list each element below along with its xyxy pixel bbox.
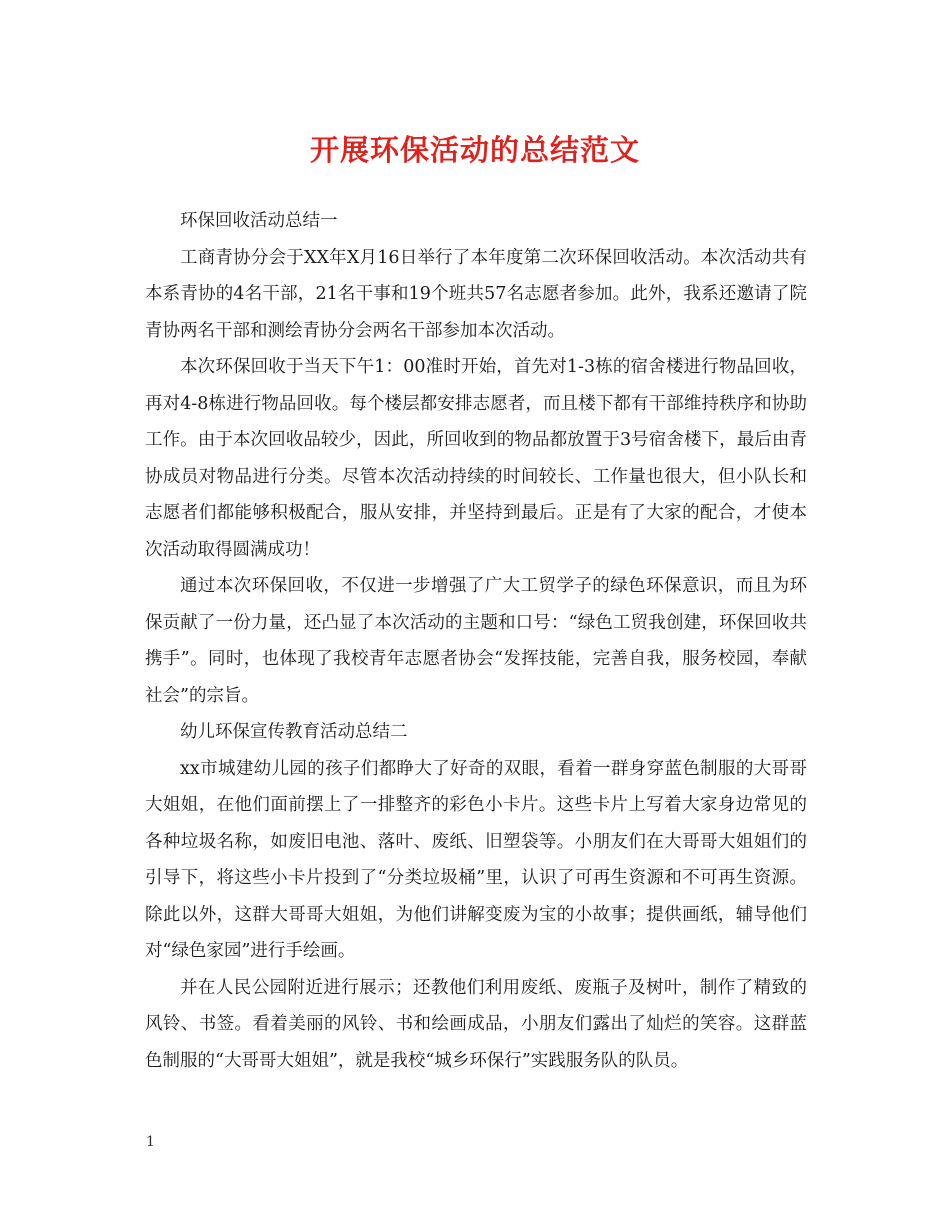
- paragraph: 工商青协分会于XX年X月16日举行了本年度第二次环保回收活动。本次活动共有本系青协的4名干部，21名干事和19个班共57名志愿者参加。此外，我系还邀请了院青协两名干部和测绘青协分会两名干部参加本次活动。: [145, 247, 807, 341]
- paragraph: 通过本次环保回收，不仅进一步增强了广大工贸学子的绿色环保意识，而且为环保贡献了一份力量，还凸显了本次活动的主题和口号：“绿色工贸我创建，环保回收共携手”。同时，也体现了我校青年志愿者协会“发挥技能，完善自我，服务校园，奉献社会”的宗旨。: [145, 576, 807, 706]
- section-heading-1: 环保回收活动总结一: [180, 211, 338, 231]
- paragraph: 本次环保回收于当天下午1：00准时开始，首先对1-3栋的宿舍楼进行物品回收，再对4-8栋进行物品回收。每个楼层都安排志愿者，而且楼下都有干部维持秩序和协助工作。由于本次回收品较少，因此，所回收到的物品都放置于3号宿舍楼下，最后由青协成员对物品进行分类。尽管本次活动持续的时间较长、工作量也很大，但小队长和志愿者们都能够积极配合，服从安排，并坚持到最后。正是有了大家的配合，才使本次活动取得圆满成功！: [145, 357, 807, 560]
- document-body: [145, 203, 807, 1079]
- document-title: 开展环保活动的总结范文: [309, 133, 640, 167]
- paragraph: 并在人民公园附近进行展示；还教他们利用废纸、废瓶子及树叶，制作了精致的风铃、书签。看着美丽的风铃、书和绘画成品，小朋友们露出了灿烂的笑容。这群蓝色制服的“大哥哥大姐姐”，就是我校“城乡环保行”实践服务队的队员。: [145, 977, 807, 1071]
- page-number: 1: [146, 1134, 155, 1150]
- paragraph: xx市城建幼儿园的孩子们都睁大了好奇的双眼，看着一群身穿蓝色制服的大哥哥大姐姐，在他们面前摆上了一排整齐的彩色小卡片。这些卡片上写着大家身边常见的各种垃圾名称，如废旧电池、落叶、废纸、旧塑袋等。小朋友们在大哥哥大姐姐们的引导下，将这些小卡片投到了“分类垃圾桶”里，认识了可再生资源和不可再生资源。除此以外，这群大哥哥大姐姐，为他们讲解变废为宝的小故事；提供画纸，辅导他们对“绿色家园”进行手绘画。: [145, 758, 807, 961]
- section-heading-2: 幼儿环保宣传教育活动总结二: [180, 722, 408, 742]
